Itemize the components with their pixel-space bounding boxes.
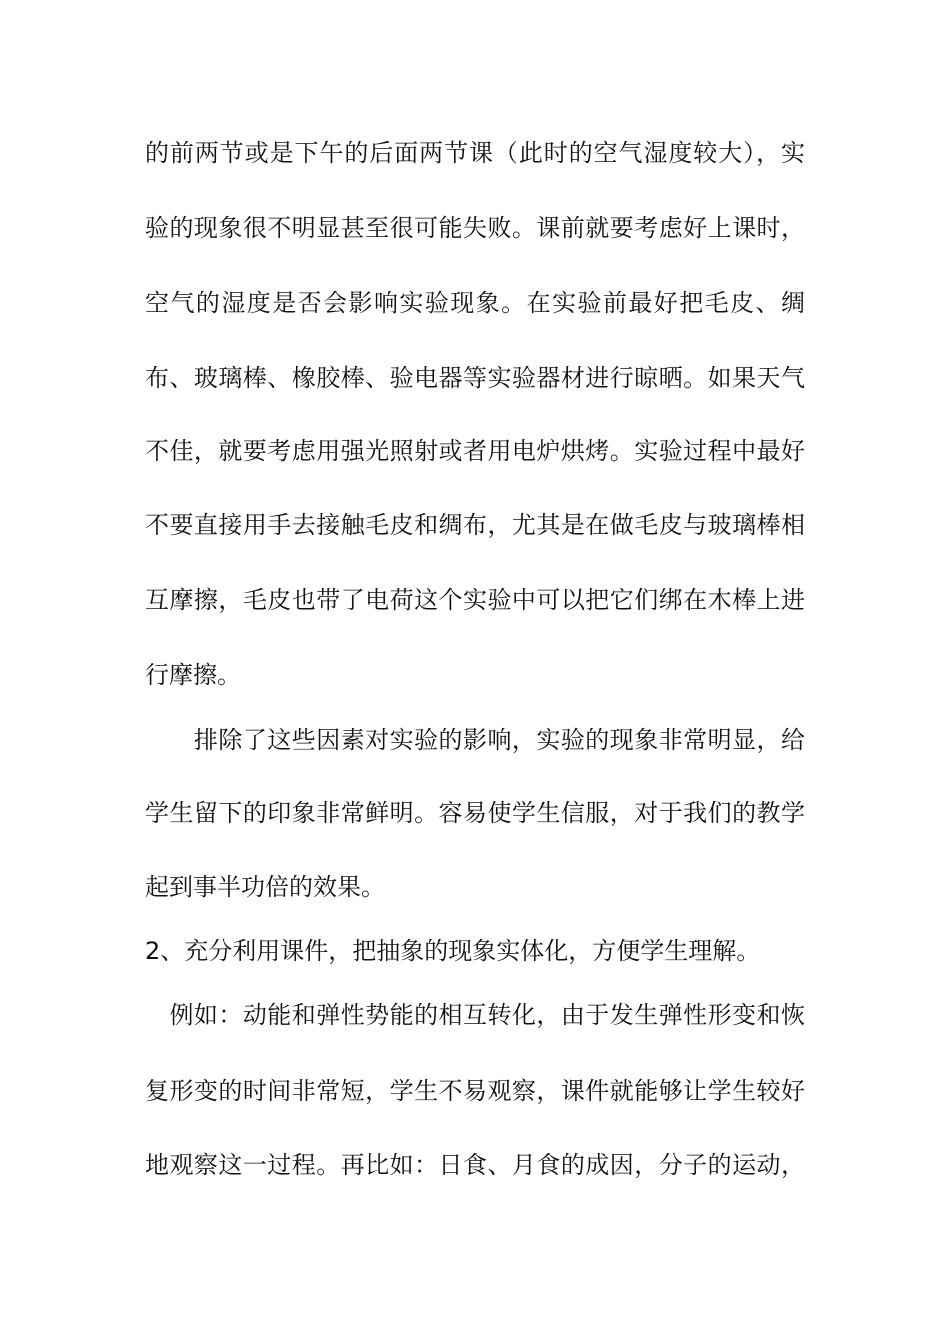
text-line: 复形变的时间非常短，学生不易观察，课件就能够让学生较好 [145, 1077, 805, 1105]
text-line: 布、玻璃棒、橡胶棒、验电器等实验器材进行晾晒。如果天气 [145, 364, 805, 392]
text-line: 学生留下的印象非常鲜明。容易使学生信服，对于我们的教学 [145, 799, 805, 827]
text-line: 起到事半功倍的效果。 [145, 873, 385, 901]
text-line: 验的现象很不明显甚至很可能失败。课前就要考虑好上课时， [145, 214, 805, 242]
text-line: 的前两节或是下午的后面两节课（此时的空气湿度较大），实 [145, 139, 805, 167]
text-line: 行摩擦。 [145, 661, 241, 689]
text-line: 空气的湿度是否会影响实验现象。在实验前最好把毛皮、绸 [145, 289, 805, 317]
text-line: 不要直接用手去接触毛皮和绸布，尤其是在做毛皮与玻璃棒相 [145, 511, 805, 539]
text-line: 例如：动能和弹性势能的相互转化，由于发生弹性形变和恢 [145, 1001, 805, 1029]
text-line: 地观察这一过程。再比如：日食、月食的成因，分子的运动， [145, 1151, 805, 1179]
text-line: 不佳，就要考虑用强光照射或者用电炉烘烤。实验过程中最好 [145, 437, 805, 465]
section-heading: 2、充分利用课件，把抽象的现象实体化，方便学生理解。 [145, 937, 761, 965]
text-line: 排除了这些因素对实验的影响，实验的现象非常明显，给 [145, 726, 805, 754]
text-line: 互摩擦，毛皮也带了电荷这个实验中可以把它们绑在木棒上进 [145, 586, 805, 614]
